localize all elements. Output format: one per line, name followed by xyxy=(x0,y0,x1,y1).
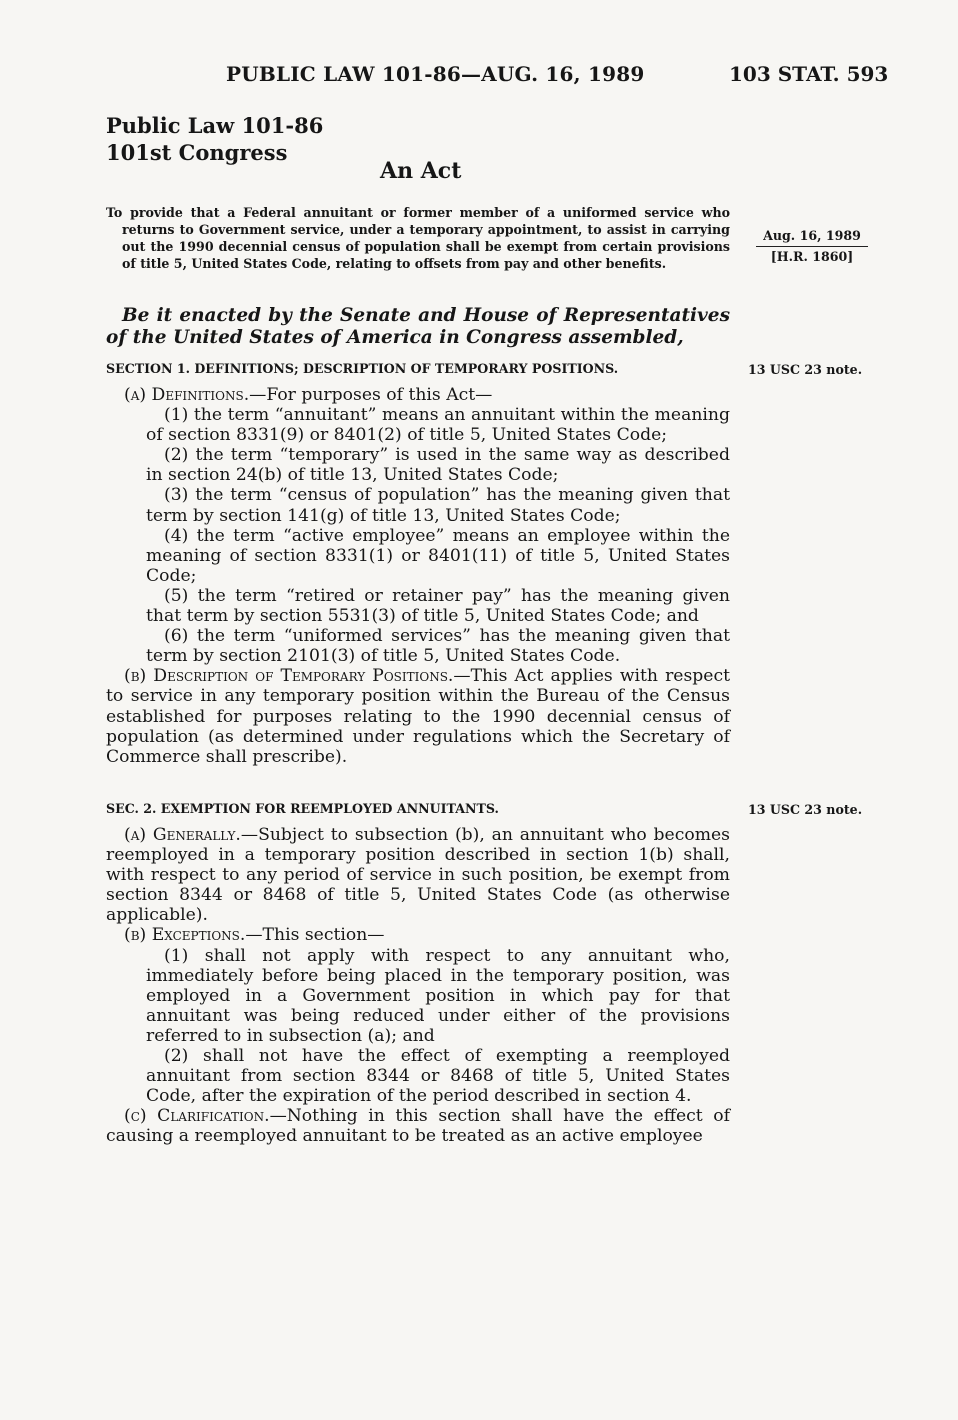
temporary-positions-heading: (b) Description of Temporary Positions. xyxy=(124,666,454,687)
exception-item: (2) shall not have the effect of exempting a reemployed annuitant from section 8344 or 8468 of title 5, United States Code, after the expiration of the period described in section 4. xyxy=(146,1046,730,1107)
generally-subsection xyxy=(106,825,730,925)
margin-bill-number: [H.R. 1860] xyxy=(770,249,854,264)
law-identification xyxy=(106,112,323,166)
clarification-text: —Nothing in this section shall have the effect of causing a reemployed annuitant to be treated as an active employee xyxy=(106,1106,731,1147)
public-law-number: Public Law 101-86 xyxy=(106,113,324,138)
definitions-subsection xyxy=(106,385,730,405)
section-1-heading: SECTION 1. DEFINITIONS; DESCRIPTION OF TEMPORARY POSITIONS. xyxy=(106,361,619,376)
clarification-heading: (c) Clarification. xyxy=(124,1106,270,1127)
clarification-subsection xyxy=(106,1106,730,1146)
definitions-heading: (a) Definitions. xyxy=(124,385,250,405)
definition-item: (6) the term “uniformed services” has the meaning given that term by section 2101(3) of title 5, United States Code. xyxy=(146,626,730,667)
exceptions-intro: —This section— xyxy=(245,925,385,946)
definition-item: (3) the term “census of population” has the meaning given that term by section 141(g) of title 13, United States Code; xyxy=(146,485,730,526)
section-1-margin-note: 13 USC 23 note. xyxy=(748,362,863,377)
definition-item: (5) the term “retired or retainer pay” has the meaning given that term by section 5531(3) of title 5, United States Code; and xyxy=(146,585,730,627)
enacting-clause: Be it enacted by the Senate and House of Representatives of the United States of America in Congress assembled, xyxy=(106,305,730,348)
act-purpose xyxy=(106,204,730,272)
generally-text: —Subject to subsection (b), an annuitant who becomes reemployed in a temporary position described in section 1(b) shall, with respect to any period of service in such position, be exempt from section 8344 or 8468 of title 5, United States Code (as otherwise applicable). xyxy=(106,825,730,926)
congress-number: 101st Congress xyxy=(106,140,288,165)
statutes-page-reference: 103 STAT. 593 xyxy=(729,62,889,86)
generally-heading: (a) Generally. xyxy=(124,825,241,845)
definition-item: (1) the term “annuitant” means an annuitant within the meaning of section 8331(9) or 8401(2) of title 5, United States Code; xyxy=(146,405,730,446)
temporary-positions-text: —This Act applies with respect to service in any temporary position within the Bureau of the Census established for purposes relating to the 1990 decennial census of population (as determined under regulations which the Secretary of Commerce shall prescribe). xyxy=(106,666,730,767)
definition-item: (2) the term “temporary” is used in the same way as described in section 24(b) of title 13, United States Code; xyxy=(146,445,730,486)
exceptions-heading: (b) Exceptions. xyxy=(124,925,246,946)
margin-date: Aug. 16, 1989 xyxy=(756,226,868,247)
exceptions-subsection xyxy=(106,925,730,945)
section-2-margin-note: 13 USC 23 note. xyxy=(748,802,863,817)
definition-item: (4) the term “active employee” means an employee within the meaning of section 8331(1) or 8401(11) of title 5, United States Code; xyxy=(146,525,730,586)
an-act-title: An Act xyxy=(380,158,462,184)
section-1-body xyxy=(106,385,730,767)
margin-enactment-info xyxy=(756,226,868,266)
exception-item: (1) shall not apply with respect to any annuitant who, immediately before being placed in the temporary position, was employed in a Government position in which pay for that annuitant was being reduced under either of the provisions referred to in subsection (a); and xyxy=(146,945,730,1046)
running-header-title: PUBLIC LAW 101-86—AUG. 16, 1989 xyxy=(226,62,645,86)
temporary-positions-subsection xyxy=(106,666,730,766)
definitions-intro: —For purposes of this Act— xyxy=(249,385,493,405)
purpose-text: To provide that a Federal annuitant or former member of a uniformed service who returns to Government service, under a temporary appointment, to assist in carrying out the 1990 decennial census of population shall be exempt from certain provisions of title 5, United States Code, relating to offsets from pay and other benefits. xyxy=(106,205,730,271)
section-2-body xyxy=(106,825,730,1147)
section-2-heading: SEC. 2. EXEMPTION FOR REEMPLOYED ANNUITANTS. xyxy=(106,801,499,816)
